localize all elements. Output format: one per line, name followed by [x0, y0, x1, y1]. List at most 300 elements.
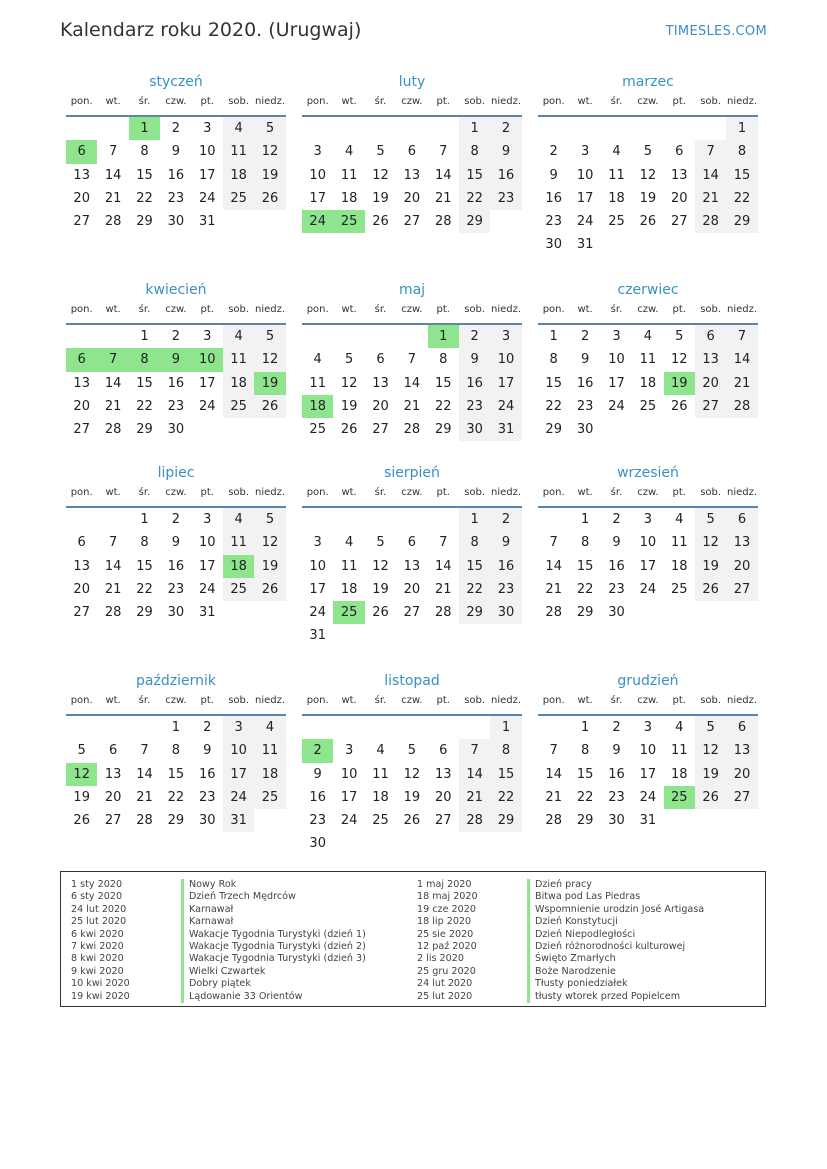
- week-row: [538, 348, 758, 371]
- day-cell: 16: [608, 558, 625, 574]
- holiday-date: 8 kwi 2020: [71, 953, 124, 965]
- weekday-header: [302, 693, 522, 716]
- day-cell: 19: [372, 190, 389, 206]
- month-name: luty: [398, 74, 426, 90]
- day-cell: 15: [136, 375, 153, 391]
- empty-cell: [223, 601, 254, 624]
- day-cell: 2: [490, 508, 521, 531]
- holiday-row: [417, 978, 704, 990]
- weekday-label: sob.: [464, 487, 486, 498]
- day-cell: 15: [576, 766, 594, 782]
- week-row: [66, 786, 286, 809]
- day-cell: 14: [104, 167, 122, 183]
- day-cell: 20: [670, 190, 688, 206]
- week-row: [538, 117, 758, 140]
- weekday-label: czw.: [401, 96, 423, 107]
- empty-cell: [396, 325, 427, 348]
- day-cell: 14: [104, 558, 122, 574]
- day-cell: 14: [726, 348, 757, 371]
- empty-cell: [632, 117, 663, 140]
- day-cell: 10: [576, 167, 594, 183]
- week-row: [66, 555, 286, 578]
- day-cell: 31: [198, 214, 216, 230]
- weekday-header: [538, 693, 758, 716]
- day-cell: 16: [490, 555, 521, 578]
- day-cell: 5: [376, 535, 385, 551]
- weekday-label: czw.: [165, 695, 187, 706]
- day-cell: 22: [726, 187, 757, 210]
- weekday-label: pt.: [436, 96, 450, 107]
- day-cell: 29: [136, 422, 153, 438]
- day-cell: 27: [670, 214, 688, 230]
- holiday-row: [71, 966, 366, 978]
- day-cell: 14: [434, 558, 452, 574]
- week-row: [302, 601, 522, 624]
- day-cell: 3: [203, 329, 212, 344]
- day-cell: 25: [608, 214, 625, 230]
- day-cell: 15: [726, 164, 757, 187]
- weekday-label: sob.: [700, 304, 722, 315]
- weekday-label: śr.: [374, 96, 387, 107]
- day-cell: 30: [167, 214, 185, 230]
- weekday-label: sob.: [464, 695, 486, 706]
- day-cell: 28: [545, 605, 562, 621]
- day-cell: 24: [223, 786, 254, 809]
- day-cell: 4: [344, 535, 354, 551]
- week-row: [538, 508, 758, 531]
- day-cell: 7: [549, 743, 558, 759]
- day-cell: 28: [726, 395, 757, 418]
- empty-cell: [664, 233, 695, 256]
- day-cell: 17: [223, 763, 254, 786]
- day-cell: 20: [403, 581, 421, 597]
- day-cell: 27: [434, 813, 452, 829]
- holiday-row: [71, 904, 366, 916]
- day-cell: 27: [726, 786, 757, 809]
- day-cell: 25: [223, 187, 254, 210]
- day-cell: 22: [434, 398, 452, 414]
- day-cell: 5: [344, 352, 354, 368]
- day-cell: 6: [66, 348, 97, 371]
- weekday-label: śr.: [610, 695, 623, 706]
- day-cell: 19: [254, 555, 285, 578]
- day-cell: 5: [77, 743, 86, 759]
- day-cell: 16: [545, 190, 562, 206]
- day-cell: 10: [608, 352, 625, 368]
- day-cell: 8: [580, 535, 590, 551]
- day-cell: 28: [459, 809, 490, 832]
- day-cell: 20: [372, 398, 389, 414]
- day-cell: 2: [171, 329, 180, 344]
- weekday-label: czw.: [637, 695, 659, 706]
- day-cell: 31: [309, 628, 326, 644]
- day-cell: 18: [223, 164, 254, 187]
- empty-cell: [365, 832, 396, 855]
- day-cell: 15: [136, 558, 153, 574]
- day-cell: 30: [309, 836, 326, 852]
- day-cell: 8: [549, 352, 558, 368]
- weekday-label: śr.: [138, 96, 151, 107]
- weekday-label: pon.: [542, 304, 565, 315]
- month-12: [538, 669, 758, 832]
- day-cell: 8: [580, 743, 590, 759]
- empty-cell: [333, 325, 364, 348]
- month-name: czerwiec: [617, 282, 679, 298]
- day-cell: 6: [407, 535, 416, 551]
- weekday-label: czw.: [637, 487, 659, 498]
- day-cell: 10: [340, 766, 358, 782]
- holiday-date: 19 cze 2020: [417, 903, 476, 915]
- holiday-name: Wielki Czwartek: [181, 966, 265, 978]
- day-cell: 1: [459, 117, 490, 140]
- holiday-row: [417, 891, 704, 903]
- day-cell: 17: [576, 190, 594, 206]
- week-row: [66, 418, 286, 441]
- day-cell: 28: [695, 210, 726, 233]
- day-cell: 14: [545, 766, 562, 782]
- weekday-label: niedz.: [255, 96, 286, 107]
- weekday-header: [538, 94, 758, 117]
- empty-cell: [129, 716, 160, 739]
- weekday-label: pt.: [200, 304, 214, 315]
- day-cell: 14: [104, 375, 122, 391]
- day-cell: 17: [198, 375, 216, 391]
- day-cell: 11: [254, 739, 285, 762]
- day-cell: 4: [344, 144, 354, 160]
- holiday-date: 25 lut 2020: [71, 916, 127, 928]
- day-cell: 21: [459, 786, 490, 809]
- empty-cell: [695, 117, 726, 140]
- day-cell: 1: [140, 329, 149, 344]
- week-row: [66, 372, 286, 395]
- day-cell: 9: [171, 144, 180, 160]
- day-cell: 10: [639, 535, 657, 551]
- day-cell: 19: [695, 555, 726, 578]
- day-cell: 11: [309, 375, 326, 391]
- day-cell: 5: [643, 144, 652, 160]
- month-name: grudzień: [617, 673, 679, 689]
- day-cell: 25: [333, 210, 364, 233]
- weekday-label: wt.: [341, 96, 357, 107]
- holiday-name: Dobry piątek: [181, 978, 251, 990]
- empty-cell: [97, 716, 128, 739]
- week-row: [538, 372, 758, 395]
- holiday-column-right: [417, 879, 704, 1003]
- day-cell: 20: [73, 581, 90, 597]
- weekday-label: czw.: [401, 487, 423, 498]
- empty-cell: [365, 508, 396, 531]
- day-cell: 3: [203, 121, 212, 136]
- weekday-label: czw.: [165, 304, 187, 315]
- day-cell: 28: [403, 422, 421, 438]
- day-cell: 27: [73, 605, 90, 621]
- day-cell: 30: [198, 813, 216, 829]
- day-cell: 4: [223, 325, 254, 348]
- day-cell: 8: [490, 739, 521, 762]
- day-cell: 13: [695, 348, 726, 371]
- day-cell: 14: [545, 558, 562, 574]
- day-cell: 31: [490, 418, 521, 441]
- day-cell: 26: [639, 214, 657, 230]
- day-cell: 11: [223, 531, 254, 554]
- week-row: [302, 786, 522, 809]
- holiday-row: [71, 953, 366, 965]
- empty-cell: [365, 325, 396, 348]
- day-cell: 24: [490, 395, 521, 418]
- day-cell: 23: [608, 581, 625, 597]
- empty-cell: [695, 809, 726, 832]
- day-cell: 16: [576, 375, 594, 391]
- week-row: [66, 716, 286, 739]
- day-cell: 31: [198, 605, 216, 621]
- weekday-label: niedz.: [727, 695, 758, 706]
- month-name: kwiecień: [145, 282, 207, 298]
- day-cell: 3: [490, 325, 521, 348]
- day-cell: 7: [439, 144, 448, 160]
- day-cell: 21: [403, 398, 421, 414]
- day-cell: 25: [223, 578, 254, 601]
- week-row: [66, 739, 286, 762]
- week-row: [302, 187, 522, 210]
- day-cell: 30: [167, 422, 185, 438]
- day-cell: 29: [167, 813, 185, 829]
- day-cell: 28: [104, 605, 122, 621]
- day-cell: 3: [643, 512, 652, 527]
- holiday-date: 24 lut 2020: [417, 978, 473, 990]
- day-cell: 11: [340, 167, 358, 183]
- day-cell: 26: [254, 187, 285, 210]
- empty-cell: [538, 117, 569, 140]
- week-row: [538, 786, 758, 809]
- week-row: [66, 348, 286, 371]
- holiday-row: [71, 891, 366, 903]
- empty-cell: [333, 624, 364, 647]
- day-cell: 14: [695, 164, 726, 187]
- weekday-label: wt.: [105, 96, 121, 107]
- day-cell: 23: [545, 214, 562, 230]
- day-cell: 6: [439, 743, 448, 759]
- holiday-row: [71, 879, 366, 891]
- day-cell: 11: [670, 535, 688, 551]
- week-row: [302, 716, 522, 739]
- day-cell: 14: [459, 763, 490, 786]
- day-cell: 9: [612, 535, 621, 551]
- day-cell: 28: [434, 214, 452, 230]
- week-row: [538, 531, 758, 554]
- weekday-label: pon.: [306, 695, 329, 706]
- day-cell: 13: [403, 167, 421, 183]
- month-name: październik: [136, 673, 216, 689]
- weekday-label: czw.: [637, 304, 659, 315]
- day-cell: 8: [726, 140, 757, 163]
- holiday-row: [417, 941, 704, 953]
- day-cell: 29: [459, 601, 490, 624]
- day-cell: 4: [643, 329, 652, 344]
- empty-cell: [601, 418, 632, 441]
- weekday-label: pt.: [436, 487, 450, 498]
- day-cell: 11: [223, 348, 254, 371]
- day-cell: 24: [608, 398, 625, 414]
- day-cell: 21: [545, 789, 562, 805]
- weekday-label: wt.: [105, 487, 121, 498]
- week-row: [66, 117, 286, 140]
- holiday-row: [71, 941, 366, 953]
- week-row: [538, 809, 758, 832]
- weekday-label: sob.: [464, 96, 486, 107]
- day-cell: 16: [608, 766, 625, 782]
- empty-cell: [726, 601, 757, 624]
- day-cell: 29: [136, 605, 153, 621]
- day-cell: 26: [403, 813, 421, 829]
- day-cell: 27: [73, 422, 90, 438]
- day-cell: 19: [664, 372, 695, 395]
- weekday-header: [66, 302, 286, 325]
- weekday-header: [66, 94, 286, 117]
- day-cell: 23: [459, 395, 490, 418]
- holiday-name: Wspomnienie urodzin José Artigasa: [527, 904, 704, 916]
- brand-link[interactable]: TIMESLES.COM: [665, 24, 767, 39]
- week-row: [66, 763, 286, 786]
- day-cell: 25: [670, 581, 688, 597]
- weekday-label: czw.: [165, 96, 187, 107]
- day-cell: 18: [670, 766, 688, 782]
- month-9: [538, 461, 758, 624]
- holiday-name: Bitwa pod Las Piedras: [527, 891, 640, 903]
- weekday-header: [302, 94, 522, 117]
- day-cell: 10: [309, 558, 326, 574]
- day-cell: 17: [490, 372, 521, 395]
- day-cell: 23: [167, 398, 185, 414]
- week-row: [66, 325, 286, 348]
- day-cell: 29: [434, 422, 452, 438]
- weekday-label: wt.: [577, 487, 593, 498]
- holiday-name: Dzień różnorodności kulturowej: [527, 941, 685, 953]
- day-cell: 27: [695, 395, 726, 418]
- day-cell: 5: [254, 117, 285, 140]
- empty-cell: [569, 117, 600, 140]
- week-row: [538, 164, 758, 187]
- empty-cell: [254, 809, 285, 832]
- day-cell: 28: [545, 813, 562, 829]
- day-cell: 21: [104, 190, 122, 206]
- empty-cell: [365, 716, 396, 739]
- weekday-header: [538, 485, 758, 508]
- day-cell: 29: [136, 214, 153, 230]
- day-cell: 21: [104, 581, 122, 597]
- empty-cell: [538, 508, 569, 531]
- day-cell: 16: [490, 164, 521, 187]
- empty-cell: [601, 117, 632, 140]
- day-cell: 7: [439, 535, 448, 551]
- holiday-date: 18 lip 2020: [417, 916, 472, 928]
- day-cell: 7: [549, 535, 558, 551]
- day-cell: 24: [639, 789, 657, 805]
- holiday-name: Dzień pracy: [527, 879, 592, 891]
- week-row: [302, 578, 522, 601]
- holiday-name: Wakacje Tygodnia Turystyki (dzień 2): [181, 941, 366, 953]
- day-cell: 13: [726, 531, 757, 554]
- weekday-label: sob.: [464, 304, 486, 315]
- day-cell: 1: [459, 508, 490, 531]
- weekday-label: niedz.: [491, 695, 522, 706]
- day-cell: 7: [97, 348, 128, 371]
- day-cell: 14: [136, 766, 153, 782]
- day-cell: 23: [309, 813, 326, 829]
- empty-cell: [428, 832, 459, 855]
- holiday-row: [71, 916, 366, 928]
- holiday-date: 12 paź 2020: [417, 940, 477, 952]
- week-row: [538, 210, 758, 233]
- day-cell: 15: [490, 763, 521, 786]
- day-cell: 21: [136, 789, 153, 805]
- week-row: [302, 164, 522, 187]
- day-cell: 20: [73, 190, 90, 206]
- day-cell: 24: [198, 581, 216, 597]
- day-cell: 2: [580, 329, 590, 344]
- week-row: [302, 117, 522, 140]
- day-cell: 1: [490, 716, 521, 739]
- empty-cell: [396, 508, 427, 531]
- day-cell: 16: [198, 766, 216, 782]
- empty-cell: [302, 508, 333, 531]
- day-cell: 22: [545, 398, 562, 414]
- day-cell: 11: [372, 766, 389, 782]
- day-cell: 15: [576, 558, 594, 574]
- day-cell: 25: [309, 422, 326, 438]
- day-cell: 6: [675, 144, 684, 160]
- day-cell: 27: [403, 605, 421, 621]
- empty-cell: [97, 508, 128, 531]
- day-cell: 9: [459, 348, 490, 371]
- day-cell: 17: [340, 789, 358, 805]
- day-cell: 8: [129, 348, 160, 371]
- month-3: [538, 70, 758, 257]
- day-cell: 17: [309, 581, 326, 597]
- day-cell: 31: [223, 809, 254, 832]
- day-cell: 30: [490, 601, 521, 624]
- day-cell: 4: [376, 743, 385, 759]
- empty-cell: [664, 601, 695, 624]
- day-cell: 5: [376, 144, 385, 160]
- month-name: wrzesień: [617, 465, 679, 481]
- week-row: [302, 531, 522, 554]
- day-cell: 1: [129, 117, 160, 140]
- day-cell: 24: [639, 581, 657, 597]
- empty-cell: [302, 117, 333, 140]
- week-row: [302, 210, 522, 233]
- day-cell: 19: [403, 789, 421, 805]
- day-cell: 21: [434, 581, 452, 597]
- empty-cell: [428, 716, 459, 739]
- day-cell: 13: [434, 766, 452, 782]
- holiday-date: 25 lut 2020: [417, 990, 473, 1002]
- weekday-label: sob.: [700, 695, 722, 706]
- day-cell: 27: [372, 422, 389, 438]
- day-cell: 21: [434, 190, 452, 206]
- day-cell: 10: [192, 348, 223, 371]
- day-cell: 25: [664, 786, 695, 809]
- holiday-date: 7 kwi 2020: [71, 940, 124, 952]
- weekday-label: śr.: [374, 304, 387, 315]
- day-cell: 23: [490, 578, 521, 601]
- holiday-date: 2 lis 2020: [417, 953, 464, 965]
- weekday-label: sob.: [228, 96, 250, 107]
- week-row: [538, 233, 758, 256]
- day-cell: 3: [223, 716, 254, 739]
- day-cell: 8: [439, 352, 448, 368]
- month-6: [538, 278, 758, 441]
- day-cell: 6: [66, 140, 97, 163]
